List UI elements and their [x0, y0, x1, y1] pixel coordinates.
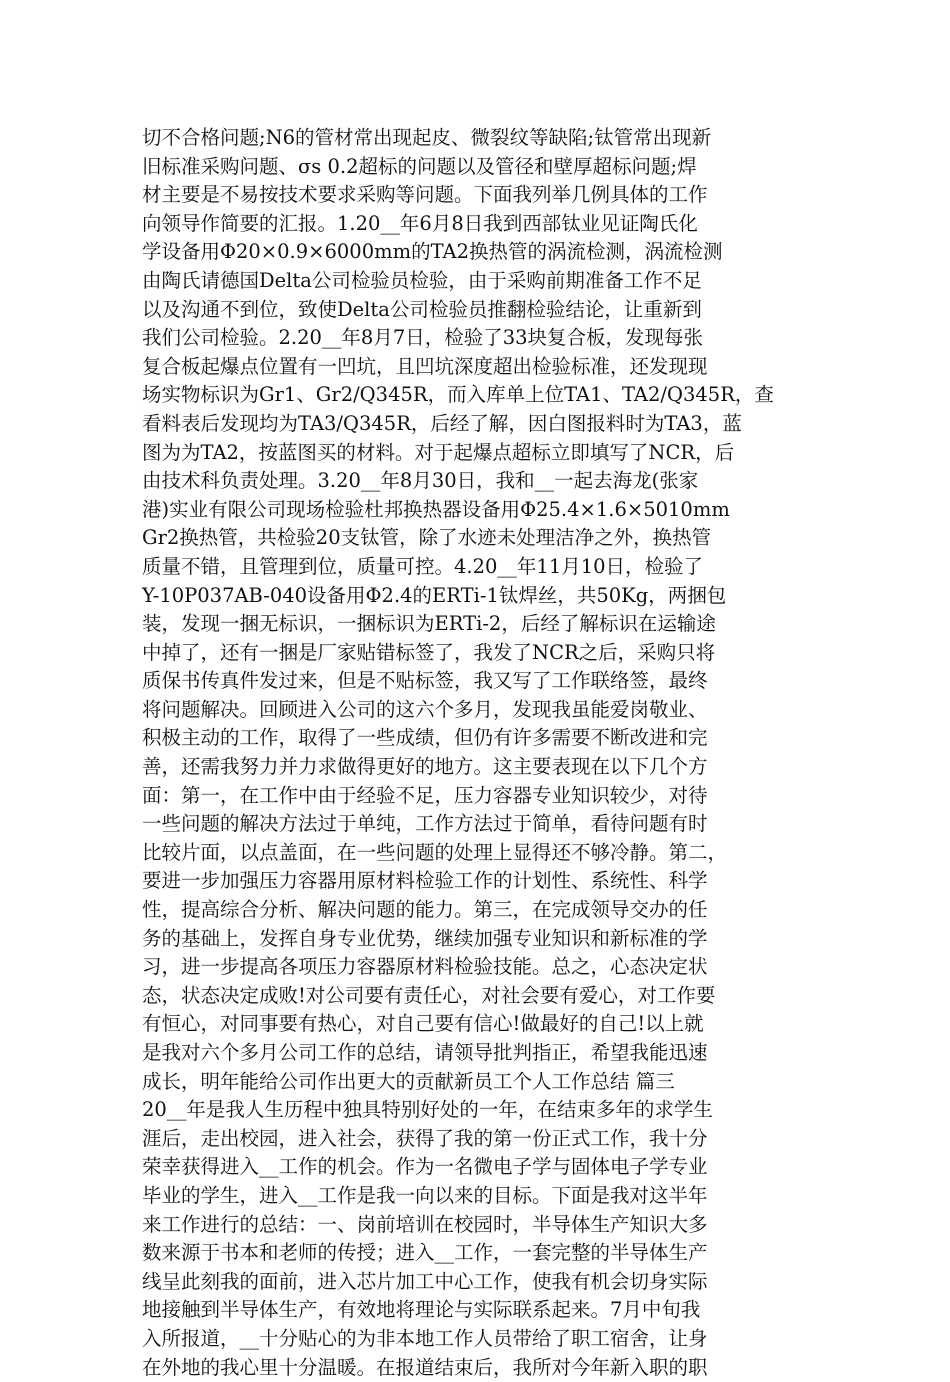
text-line: 由技术科负责处理。3.20__年8月30日，我和__一起去海龙(张家 — [142, 469, 699, 493]
text-line: 港)实业有限公司现场检验杜邦换热器设备用Φ25.4×1.6×5010mm — [142, 497, 730, 521]
text-line: 将问题解决。回顾进入公司的这六个多月，发现我虽能爱岗敬业、 — [142, 697, 708, 721]
text-line: 要进一步加强压力容器用原材料检验工作的计划性、系统性、科学 — [142, 869, 708, 893]
text-line: 是我对六个多月公司工作的总结，请领导批判指正，希望我能迅速 — [142, 1041, 708, 1064]
text-line: 我们公司检验。2.20__年8月7日，检验了33块复合板，发现每张 — [142, 326, 704, 350]
text-line: 地接触到半导体生产，有效地将理论与实际联系起来。7月中旬我 — [142, 1298, 701, 1322]
text-line: 有恒心，对同事要有热心，对自己要有信心!做最好的自己!以上就 — [142, 1012, 704, 1036]
text-line: 数来源于书本和老师的传授；进入__工作，一套完整的半导体生产 — [142, 1241, 708, 1265]
text-line: 由陶氏请德国Delta公司检验员检验，由于采购前期准备工作不足 — [142, 268, 702, 292]
text-line: 以及沟通不到位，致使Delta公司检验员推翻检验结论，让重新到 — [142, 297, 702, 321]
text-line: 20__年是我人生历程中独具特别好处的一年，在结束多年的求学生 — [142, 1098, 713, 1122]
text-line: 在外地的我心里十分温暖。在报道结束后，我所对今年新入职的职 — [142, 1355, 708, 1379]
text-line: 性，提高综合分析、解决问题的能力。第三，在完成领导交办的任 — [142, 898, 708, 922]
text-line: 学设备用Φ20×0.9×6000mm的TA2换热管的涡流检测，涡流检测 — [142, 240, 723, 264]
text-line: 积极主动的工作，取得了一些成绩，但仍有许多需要不断改进和完 — [142, 726, 708, 750]
text-line: Y-10P037AB-040设备用Φ2.4的ERTi-1钛焊丝，共50Kg，两捆包 — [142, 583, 727, 607]
text-line: 场实物标识为Gr1、Gr2/Q345R，而入库单上位TA1、TA2/Q345R，查 — [142, 383, 774, 407]
text-line: 看料表后发现均为TA3/Q345R，后经了解，因白图报料时为TA3，蓝 — [142, 411, 742, 435]
text-line: 习，进一步提高各项压力容器原材料检验技能。总之，心态决定状 — [142, 955, 708, 979]
text-line: 来工作进行的总结：一、岗前培训在校园时，半导体生产知识大多 — [142, 1212, 708, 1236]
text-line: 材主要是不易按技术要求采购等问题。下面我列举几例具体的工作 — [142, 183, 708, 207]
body-text — [142, 124, 822, 1382]
text-line: 一些问题的解决方法过于单纯，工作方法过于简单，看待问题有时 — [142, 812, 708, 836]
text-line: 切不合格问题;N6的管材常出现起皮、微裂纹等缺陷;钛管常出现新 — [142, 126, 712, 149]
text-line: 图为为TA2，按蓝图买的材料。对于起爆点超标立即填写了NCR，后 — [142, 440, 735, 464]
text-line: 入所报道，__十分贴心的为非本地工作人员带给了职工宿舍，让身 — [142, 1326, 708, 1350]
text-line: Gr2换热管，共检验20支钛管，除了水迹未处理洁净之外，换热管 — [142, 526, 712, 550]
text-line: 装，发现一捆无标识，一捆标识为ERTi-2，后经了解标识在运输途 — [142, 612, 716, 636]
text-line: 成长，明年能给公司作出更大的贡献新员工个人工作总结 篇三 — [142, 1069, 675, 1093]
text-line: 务的基础上，发挥自身专业优势，继续加强专业知识和新标准的学 — [142, 926, 708, 950]
text-line: 涯后，走出校园，进入社会，获得了我的第一份正式工作，我十分 — [142, 1126, 708, 1150]
text-line: 线呈此刻我的面前，进入芯片加工中心工作，使我有机会切身实际 — [142, 1269, 708, 1293]
text-line: 态，状态决定成败!对公司要有责任心，对社会要有爱心，对工作要 — [142, 983, 716, 1007]
text-line: 向领导作简要的汇报。1.20__年6月8日我到西部钛业见证陶氏化 — [142, 211, 698, 235]
text-line: 质保书传真件发过来，但是不贴标签，我又写了工作联络签，最终 — [142, 669, 708, 693]
text-line: 中掉了，还有一捆是厂家贴错标签了，我发了NCR之后，采购只将 — [142, 640, 716, 664]
text-line: 善，还需我努力并力求做得更好的地方。这主要表现在以下几个方 — [142, 755, 708, 779]
text-line: 复合板起爆点位置有一凹坑，且凹坑深度超出检验标准，还发现现 — [142, 354, 708, 378]
text-line: 质量不错，且管理到位，质量可控。4.20__年11月10日，检验了 — [142, 554, 704, 578]
text-line: 比较片面，以点盖面，在一些问题的处理上显得还不够冷静。第二， — [142, 840, 728, 864]
text-line: 面：第一，在工作中由于经验不足，压力容器专业知识较少，对待 — [142, 783, 708, 807]
text-line: 荣幸获得进入__工作的机会。作为一名微电子学与固体电子学专业 — [142, 1155, 708, 1179]
text-line: 毕业的学生，进入__工作是我一向以来的目标。下面是我对这半年 — [142, 1183, 708, 1207]
text-line: 旧标准采购问题、σs 0.2超标的问题以及管径和壁厚超标问题;焊 — [142, 154, 697, 178]
